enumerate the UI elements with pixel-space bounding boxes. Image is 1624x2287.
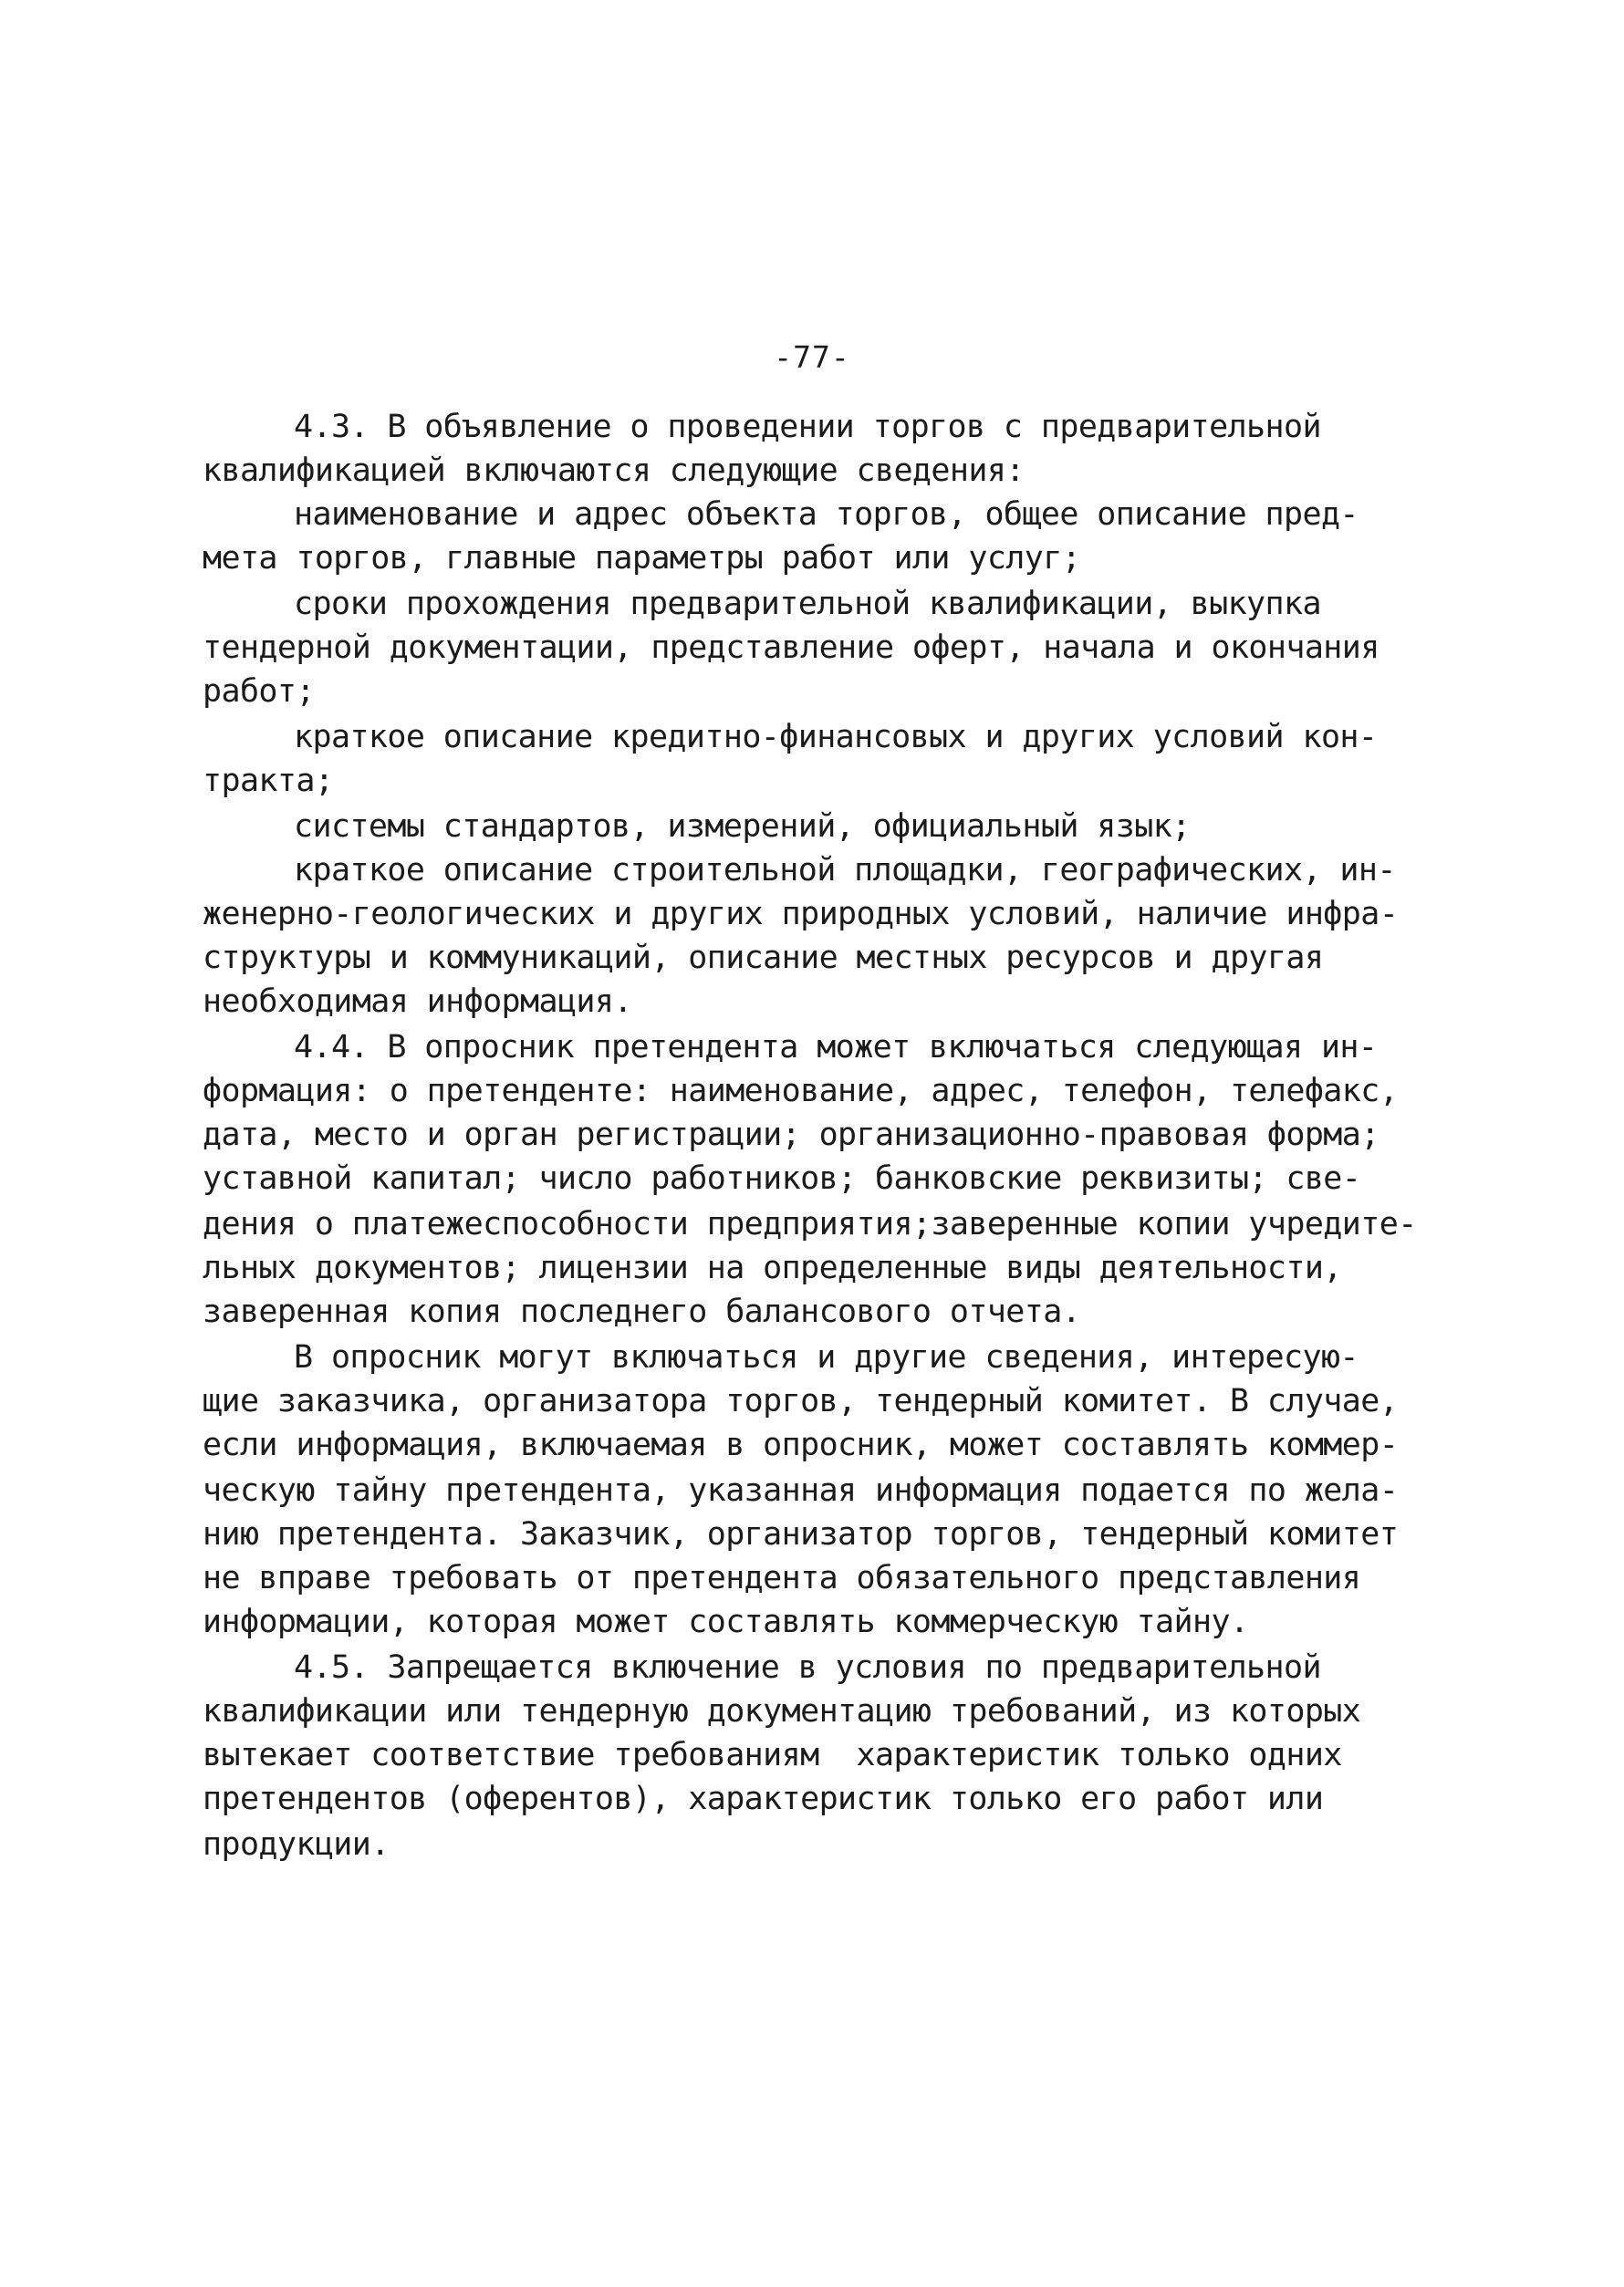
text-line: нию претендента. Заказчик, организатор торгов, тендерный комитет [203,1516,1399,1553]
text-line: системы стандартов, измерений, официальный язык; [294,808,1191,845]
text-line: женерно-геологических и других природных условий, наличие инфра- [203,896,1399,932]
text-line: продукции. [203,1826,390,1863]
text-line: дения о платежеспособности предприятия;заверенные копии учредите- [203,1206,1417,1242]
text-line: структуры и коммуникаций, описание местных ресурсов и другая [203,940,1324,976]
text-line: тракта; [203,763,334,799]
text-line: претендентов (оферентов), характеристик только его работ или [203,1781,1324,1817]
text-line: дата, место и орган регистрации; организационно-правовая форма; [203,1117,1379,1153]
text-line: формация: о претенденте: наименование, адрес, телефон, телефакс, [203,1073,1399,1109]
text-line: сроки прохождения предварительной квалификации, выкупка [294,586,1321,622]
page-number: -77- [774,339,850,375]
text-line: щие заказчика, организатора торгов, тендерный комитет. В случае, [203,1383,1399,1419]
text-line: если информация, включаемая в опросник, может составлять коммер- [203,1427,1399,1463]
text-line: 4.4. В опросник претендента может включаться следующая ин- [294,1029,1378,1066]
text-line: В опросник могут включаться и другие сведения, интересую- [294,1339,1359,1376]
text-line: заверенная копия последнего балансового отчета. [203,1294,1081,1330]
text-line: информации, которая может составлять коммерческую тайну. [203,1604,1249,1640]
text-line: краткое описание кредитно-финансовых и других условий кон- [294,719,1378,755]
text-line: квалификации или тендерную документацию требований, из которых [203,1693,1361,1730]
text-line: 4.3. В объявление о проведении торгов с предварительной [294,409,1321,445]
text-line: льных документов; лицензии на определенные виды деятельности, [203,1250,1342,1286]
text-line: 4.5. Запрещается включение в условия по предварительной [294,1649,1321,1686]
text-line: вытекает соответствие требованиям характеристик только одних [203,1737,1342,1773]
text-line: квалификацией включаются следующие сведения: [203,452,1025,489]
text-line: тендерной документации, представление оферт, начала и окончания [203,629,1379,666]
text-line: ческую тайну претендента, указанная информация подается по жела- [203,1472,1399,1509]
text-line: уставной капитал; число работников; банковские реквизиты; све- [203,1160,1361,1197]
text-line: не вправе требовать от претендента обязательного представления [203,1560,1361,1596]
text-line: мета торгов, главные параметры работ или услуг; [203,540,1081,577]
text-line: работ; [203,673,315,710]
text-line: наименование и адрес объекта торгов, общее описание пред- [294,496,1359,533]
text-line: необходимая информация. [203,983,632,1020]
text-line: краткое описание строительной площадки, географических, ин- [294,852,1396,889]
